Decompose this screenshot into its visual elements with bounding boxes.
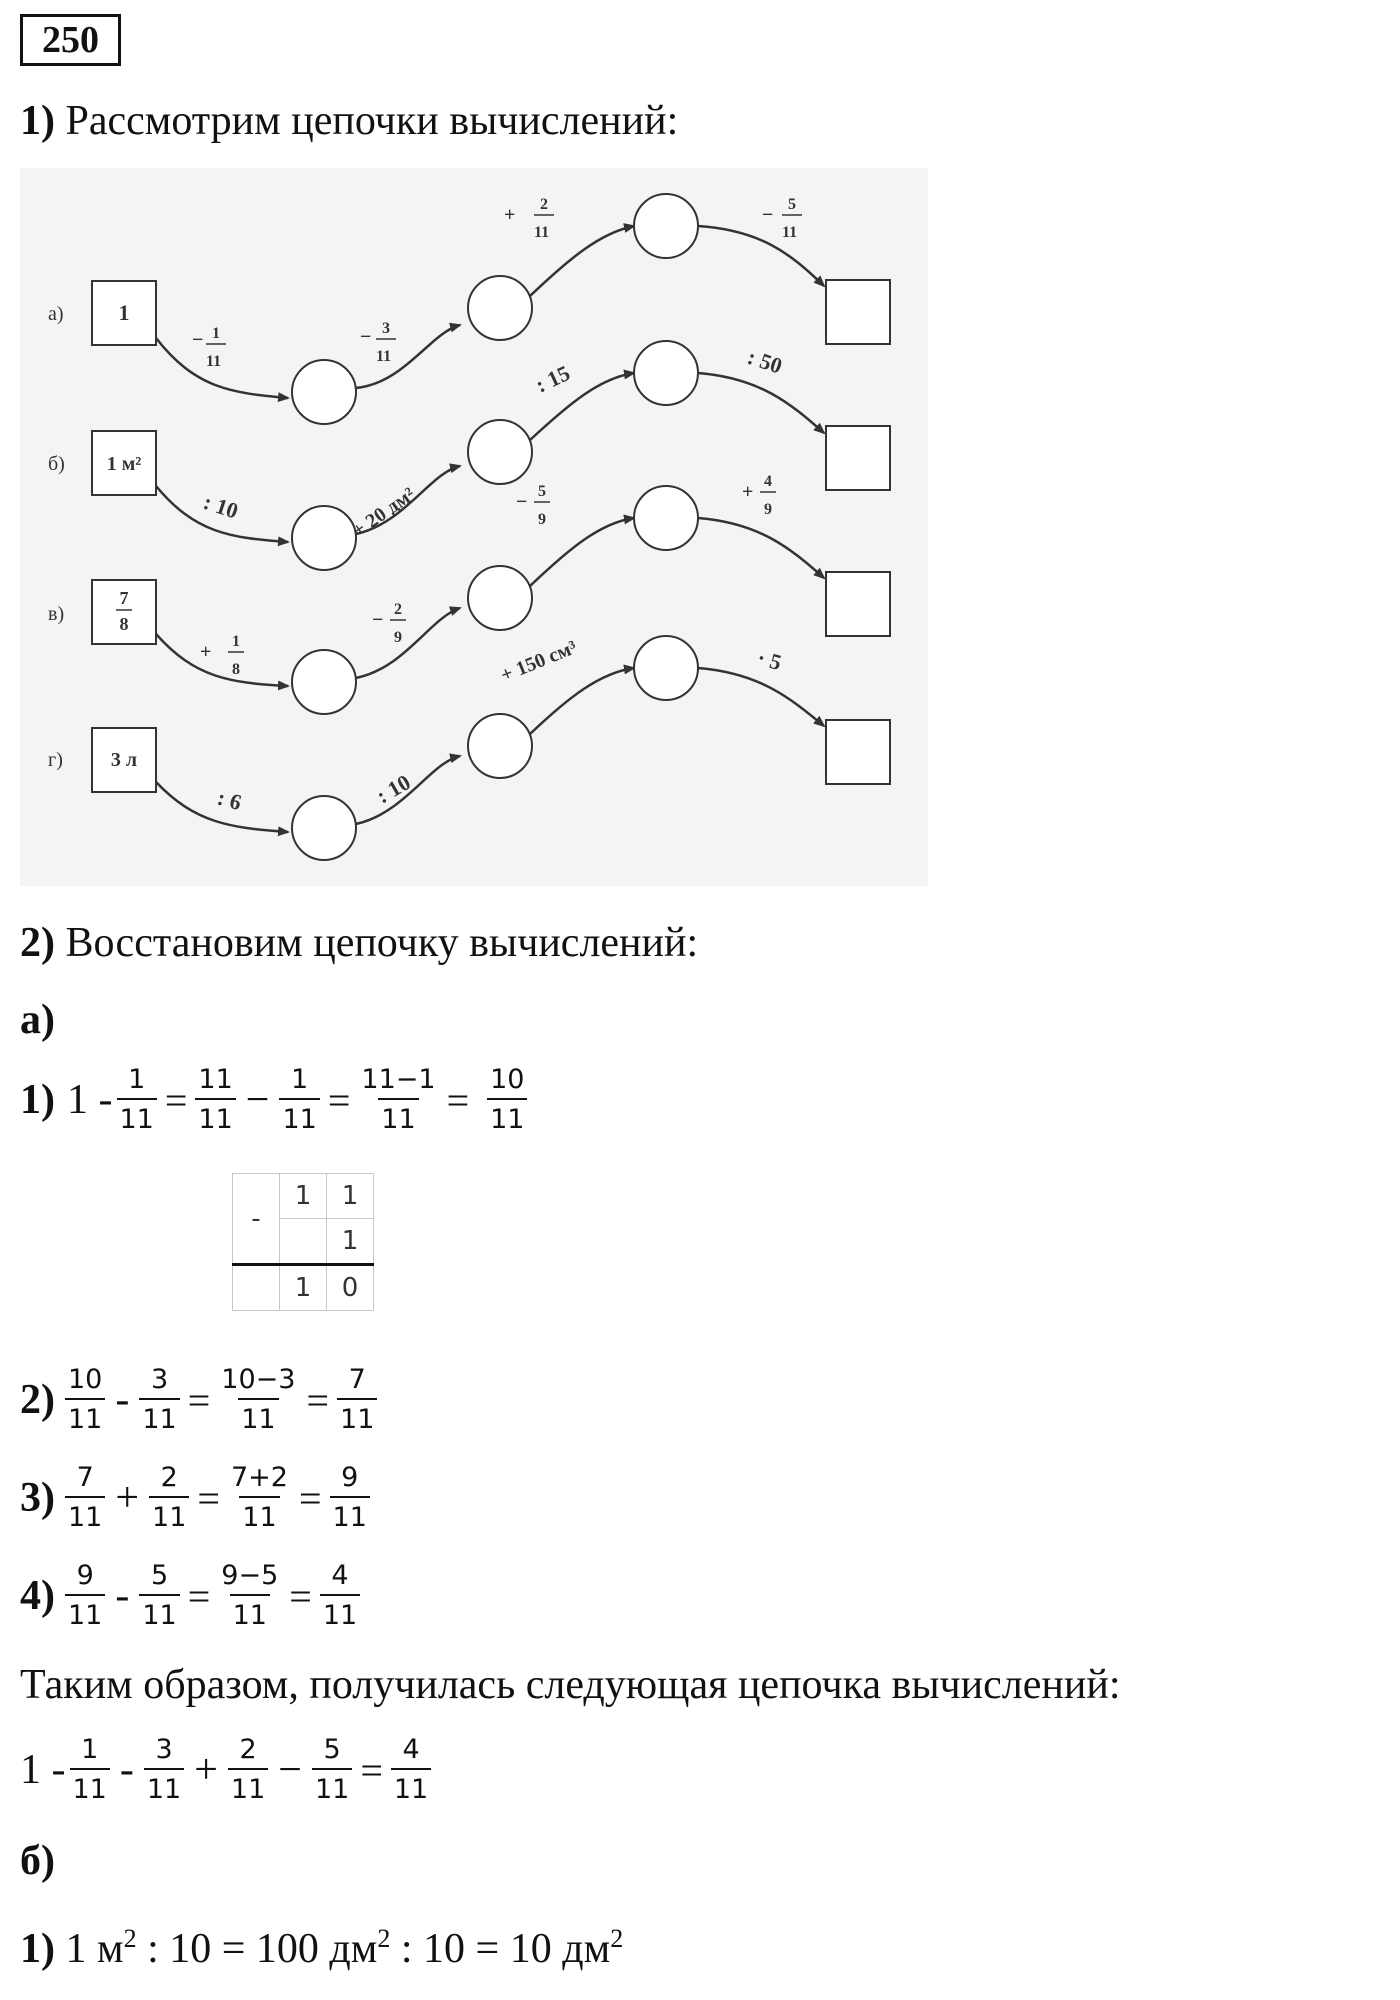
result-box-d [826,720,890,784]
node-d-1 [292,796,356,860]
table-cell: 1 [327,1174,374,1219]
step-1-lead: 1 - [67,1077,113,1123]
step-4-frac-1: $\frac{9}{11}$ [65,1560,105,1632]
node-d-3 [634,636,698,700]
node-c-2 [468,566,532,630]
step-b1-part-a: 1 м [65,1926,124,1972]
table-cell [280,1219,327,1265]
step-2-frac-4: $\frac{7}{11}$ [337,1364,377,1436]
table-cell: 1 [280,1174,327,1219]
minus-sign: - [115,1573,130,1619]
step-2-frac-1: $\frac{10}{11}$ [65,1364,105,1436]
exponent: 2 [377,1924,391,1953]
op-d-3: + 150 см³ [497,636,580,687]
part2-text: Восстановим цепочку вычислений: [65,920,699,966]
start-value-c-num: 7 [119,588,129,608]
table-cell: 1 [327,1219,374,1265]
op-a-4: − 5 11 [762,196,798,241]
arrow-d-4 [698,668,824,726]
step-4-frac-3: $\frac{9-5}{11}$ [221,1560,279,1631]
start-value-d: 3 л [110,749,138,771]
equals-sign: = [289,1573,312,1619]
equals-sign: = [446,1077,470,1123]
chain-row-d [48,636,890,860]
minus-sign: − [278,1747,302,1793]
task-number-badge: 250 [20,14,121,66]
op-d-2: : 10 [372,769,415,809]
exponent: 2 [610,1924,624,1953]
plus-sign: + [194,1747,218,1793]
node-a-1 [292,360,356,424]
minus-sign: − [245,1077,270,1123]
result-box-c [826,572,890,636]
step-1-frac-4: $\frac{11-1}{11}$ [361,1064,436,1135]
calculation-chains-diagram [20,168,928,886]
node-c-3 [634,486,698,550]
start-value-a: 1 [118,300,130,325]
step-1-frac-1: $\frac{1}{11}$ [117,1064,157,1136]
start-value-b: 1 м² [106,453,142,475]
row-label-b: б) [48,453,65,475]
step-b1-part-b: : 10 = 100 дм [136,1926,378,1972]
step-4-frac-2: $\frac{5}{11}$ [139,1560,179,1632]
step-3-frac-1: $\frac{7}{11}$ [65,1462,105,1534]
equals-sign: = [197,1475,220,1521]
minus-sign: - [115,1377,130,1423]
part2-heading [20,918,698,968]
op-b-1: : 10 [200,488,242,524]
step-b1-number: 1) [20,1926,55,1972]
equals-sign: = [298,1475,322,1521]
part2-number: 2) [20,920,55,966]
step-1-frac-5: $\frac{10}{11}$ [487,1064,527,1136]
node-a-3 [634,194,698,258]
row-label-d: г) [48,749,63,771]
step-1 [20,1060,531,1140]
arrow-a-4 [698,226,824,286]
part1-number: 1) [20,98,55,144]
equals-sign: = [360,1747,383,1793]
plus-sign: + [115,1475,140,1521]
final-frac-1: $\frac{1}{11}$ [70,1734,110,1806]
node-a-2 [468,276,532,340]
node-d-2 [468,714,532,778]
equals-sign: = [306,1377,330,1423]
step-3-frac-3: $\frac{7+2}{11}$ [230,1462,288,1533]
node-b-2 [468,420,532,484]
arrow-b-4 [698,373,824,433]
column-subtraction-table [232,1173,374,1311]
op-c-4: + 4 9 [742,473,772,518]
arrow-d-3 [530,668,634,734]
final-frac-3: $\frac{2}{11}$ [228,1734,268,1806]
op-a-3: + 2 11 [504,196,550,241]
op-c-3: − 5 9 [516,483,546,528]
step-2 [20,1360,381,1440]
op-a-2: − 3 11 [360,320,392,365]
step-2-frac-3: $\frac{10-3}{11}$ [221,1364,296,1435]
node-c-1 [292,650,356,714]
step-3 [20,1458,374,1538]
step-2-frac-2: $\frac{3}{11}$ [139,1364,179,1436]
chain-row-c [48,473,890,714]
final-chain [20,1730,435,1810]
section-b-label: б) [20,1838,55,1884]
step-3-frac-2: $\frac{2}{11}$ [149,1462,189,1534]
final-frac-2: $\frac{3}{11}$ [144,1734,184,1806]
op-d-4: · 5 [754,644,785,676]
op-c-1: + 1 8 [200,633,240,678]
step-1-number: 1) [20,1077,55,1123]
table-cell: 1 [280,1265,327,1311]
node-b-3 [634,341,698,405]
conclusion-text: Таким образом, получилась следующая цепочка вычислений: [20,1662,1121,1708]
step-3-number: 3) [20,1475,55,1521]
subtraction-sign: - [233,1174,280,1265]
part1-text: Рассмотрим цепочки вычислений: [65,98,679,144]
minus-sign: - [119,1747,134,1793]
step-1-frac-2: $\frac{11}{11}$ [195,1064,235,1136]
row-label-c: в) [48,603,65,625]
op-d-1: : 6 [214,784,245,815]
equals-sign: = [187,1377,211,1423]
op-a-1: − 1 11 [192,325,222,370]
step-b1-part-c: : 10 = 10 дм [390,1926,611,1972]
result-box-b [826,426,890,490]
equals-sign: = [187,1573,211,1619]
table-cell [233,1265,280,1311]
node-b-1 [292,506,356,570]
exponent: 2 [123,1924,137,1953]
step-4-number: 4) [20,1573,55,1619]
arrow-c-1 [156,634,288,686]
step-4 [20,1556,364,1636]
step-b1 [20,1914,623,1974]
equals-sign: = [164,1077,188,1123]
op-b-3: : 15 [531,360,574,398]
start-value-c-den: 8 [119,614,129,634]
arrow-c-3 [530,518,634,586]
section-a-label: а) [20,997,55,1043]
arrow-a-1 [156,338,288,398]
result-box-a [826,280,890,344]
step-4-frac-4: $\frac{4}{11}$ [320,1560,360,1632]
row-label-a: а) [48,303,64,325]
arrow-c-4 [698,518,824,578]
final-frac-5: $\frac{4}{11}$ [391,1734,431,1806]
final-frac-4: $\frac{5}{11}$ [312,1734,352,1806]
step-3-frac-4: $\frac{9}{11}$ [330,1462,370,1534]
step-2-number: 2) [20,1377,55,1423]
part1-heading [20,96,678,146]
op-b-2: + 20 дм² [348,483,420,543]
equals-sign: = [327,1077,351,1123]
final-chain-lead: 1 - [20,1747,66,1793]
step-1-frac-3: $\frac{1}{11}$ [279,1064,319,1136]
op-b-4: : 50 [744,343,786,379]
table-cell: 0 [327,1265,374,1311]
op-c-2: − 2 9 [372,601,402,646]
